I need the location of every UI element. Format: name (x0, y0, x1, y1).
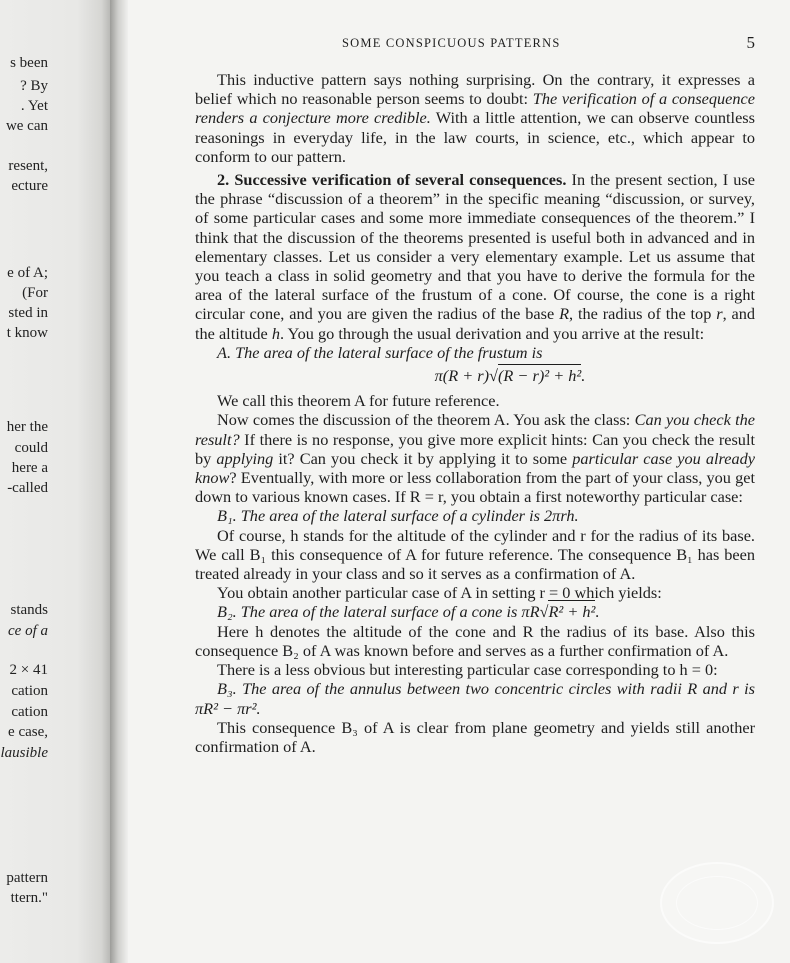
left-page-line: -called (7, 480, 48, 496)
paragraph-text: it? Can you check it by applying it to some (273, 448, 573, 468)
paragraph-text: This inductive pattern says nothing surprising. On the contrary, it expresses a belief which no reasonable person seems to doubt: (195, 70, 755, 109)
paragraph: Here h denotes the altitude of the cone and R the radius of its base. Also this consequence B₂ of A was known before and serves as a further confirmation of A. (195, 621, 755, 660)
formula-radicand: R² + h² (548, 602, 596, 622)
page-header (220, 33, 775, 56)
math-var: r (716, 304, 723, 324)
formula-part: B₂. The area of the lateral surface of a cone is πR√ (217, 602, 549, 622)
left-page-line: here a (11, 460, 48, 476)
emphasis-text: The verification of a consequence renders a conjecture more credible. (195, 89, 755, 128)
emphasis-text: Can you check the result? (195, 410, 756, 449)
paragraph: We call this theorem A for future reference. (217, 391, 500, 411)
left-page-line: . Yet (20, 98, 48, 114)
left-page-line: resent, (8, 158, 48, 174)
paragraph-text: In the present section, I use the phrase “discussion of a theorem” in the specific meaning “discussion, or survey, of some particular cases and some more immediate consequences of the theorem.” I think that the discussion of the theorems presented is useful both in advanced and in elementary classes. Let us consider a very elementary example. Let us assume that you teach a class in solid geometry and that you have to derive the formula for the area of the lateral surface of the frustum of a cone. Of course, the cone is a right circular cone, and you are given the radius of the base (195, 170, 755, 324)
left-page-line: e of A; (7, 265, 48, 281)
left-page-line: sted in (8, 305, 48, 321)
book-gutter (110, 0, 128, 963)
section-heading: 2. Successive verification of several consequences. (217, 170, 567, 190)
math-var: R (559, 304, 570, 324)
left-page (0, 0, 110, 963)
paragraph: Of course, h stands for the altitude of the cylinder and r for the radius of its base. We call B₁ this consequence of A for future reference. The consequence B₁ has been treated already in your class and so it serves as a confirmation of A. (195, 525, 755, 584)
left-page-line: 2 × 41 (9, 662, 48, 678)
left-page-line: her the (6, 419, 48, 435)
theorem-b2 (195, 602, 755, 621)
paragraph: You obtain another particular case of A in setting r = 0 which yields: (217, 583, 662, 603)
formula-part: . (595, 602, 600, 622)
paragraph-text: . You go through the usual derivation and you arrive at the result: (280, 323, 705, 343)
watermark-stamp (660, 862, 774, 944)
left-page-line: stands (10, 602, 48, 618)
running-title: SOME CONSPICUOUS PATTERNS (342, 36, 561, 50)
left-page-line: (For (22, 285, 48, 301)
paragraph-text: , and the altitude (195, 304, 756, 343)
left-page-line: ecture (11, 178, 48, 194)
paragraph-text: Now comes the discussion of the theorem A. You ask the class: (217, 410, 635, 430)
paragraph-text: , the radius of the top (569, 304, 717, 324)
paragraph: There is a less obvious but interesting particular case corresponding to h = 0: (217, 660, 718, 680)
emphasis-text: applying (216, 448, 274, 468)
paragraph (195, 410, 755, 506)
page-body (195, 70, 755, 756)
math-var: h (271, 323, 280, 343)
paragraph: This consequence B₃ of A is clear from plane geometry and yields still another confirmation of A. (195, 717, 755, 756)
page-number: 5 (746, 33, 755, 52)
left-page-line: cation (11, 683, 48, 699)
left-page-line: lausible (0, 745, 48, 761)
section-paragraph (195, 170, 755, 343)
paragraph-text: ? Eventually, with more or less collaboration from the part of your class, you get down to various known cases. If R = r, you obtain a first noteworthy particular case: (195, 468, 755, 507)
emphasis-text: particular case you already know (195, 448, 755, 488)
left-page-line: ttern." (10, 890, 48, 906)
left-page-line: s been (10, 55, 48, 71)
theorem-a: A. The area of the lateral surface of the frustum is (217, 342, 543, 362)
theorem-b3: B₃. The area of the annulus between two concentric circles with radii R and r is πR² − πr². (195, 679, 755, 718)
paragraph-text: If there is no response, you give more explicit hints: Can you check the result by (195, 429, 755, 468)
left-page-line: ce of a (8, 623, 48, 639)
left-page-line: pattern (6, 870, 48, 886)
left-page-line: cation (11, 704, 48, 720)
left-page-line: could (14, 440, 48, 456)
left-page-line: ? By (20, 78, 48, 94)
left-page-line: we can (5, 118, 48, 134)
theorem-b1: B₁. The area of the lateral surface of a cylinder is 2πrh. (217, 506, 579, 526)
formula-part: . (581, 366, 586, 386)
paragraph-text: With a little attention, we can observe countless reasonings in everyday life, in the law courts, in science, etc., which appear to conform to our pattern. (195, 108, 755, 166)
formula-part: π(R + r)√ (434, 366, 498, 386)
paragraph (195, 70, 755, 166)
formula-radicand: (R − r)² + h² (497, 366, 582, 386)
formula-a (265, 366, 755, 385)
left-page-line: t know (6, 325, 48, 341)
left-page-line: e case, (8, 724, 48, 740)
